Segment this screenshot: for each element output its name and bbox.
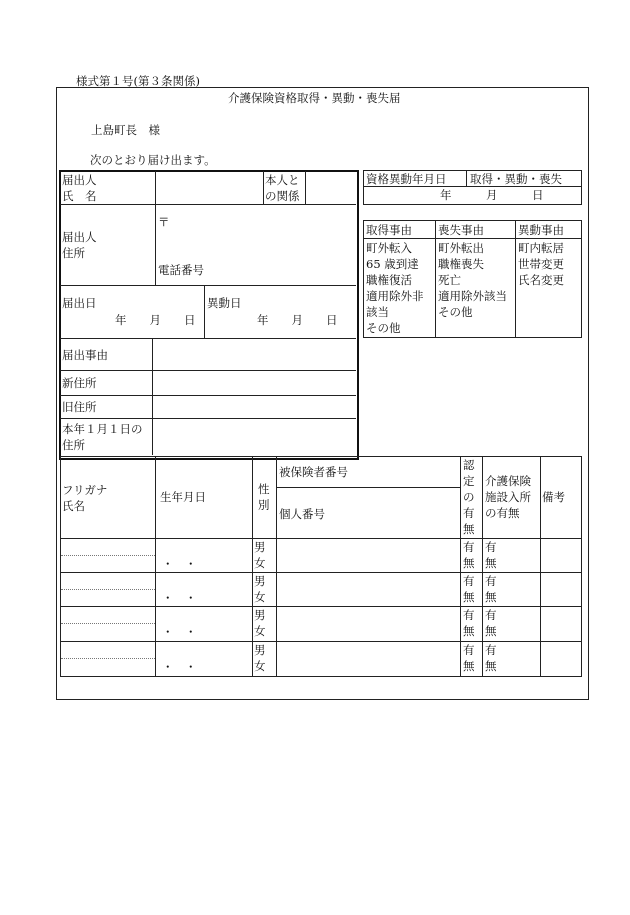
row-3-date: ・ ・ bbox=[162, 625, 197, 639]
row-4-facility: 有 無 bbox=[485, 643, 497, 673]
report-date-label: 届出日 bbox=[62, 296, 97, 310]
jan1-address-label: 本年１月１日の 住所 bbox=[62, 422, 143, 452]
loss-reason-header: 喪失事由 bbox=[438, 223, 484, 237]
birthdate-header: 生年月日 bbox=[160, 490, 206, 504]
row-2-facility: 有 無 bbox=[485, 574, 497, 604]
reason-label: 届出事由 bbox=[62, 348, 108, 362]
status-date-label: 資格異動年月日 bbox=[366, 172, 447, 186]
old-address-label: 旧住所 bbox=[62, 400, 97, 414]
form-title: 介護保険資格取得・異動・喪失届 bbox=[228, 91, 401, 105]
applicant-name-label: 届出人 氏 名 bbox=[62, 173, 97, 203]
row-4-cert: 有 無 bbox=[463, 643, 475, 673]
sex-header: 性 別 bbox=[258, 482, 270, 512]
report-date-format: 年 月 日 bbox=[115, 313, 196, 327]
row-1-sex: 男 女 bbox=[254, 540, 266, 570]
status-type-label: 取得・異動・喪失 bbox=[470, 172, 562, 186]
row-3-cert: 有 無 bbox=[463, 608, 475, 638]
change-reason-header: 異動事由 bbox=[518, 223, 564, 237]
form-number: 様式第１号(第３条関係) bbox=[76, 74, 200, 88]
applicant-address-label: 届出人 住所 bbox=[62, 230, 97, 260]
remarks-header: 備考 bbox=[542, 490, 565, 504]
phone-label: 電話番号 bbox=[158, 263, 204, 277]
insured-number-header: 被保険者番号 bbox=[279, 465, 348, 479]
status-date-format: 年 月 日 bbox=[440, 188, 544, 202]
row-4-sex: 男 女 bbox=[254, 643, 266, 673]
loss-reason-list: 町外転出 職権喪失 死亡 適用除外該当 その他 bbox=[438, 241, 507, 319]
acquisition-reason-list: 町外転入 65 歳到達 職権復活 適用除外非 該当 その他 bbox=[366, 241, 424, 335]
change-reason-list: 町内転居 世帯変更 氏名変更 bbox=[518, 241, 564, 287]
relation-label: 本人と の関係 bbox=[265, 173, 300, 203]
certification-header: 認 定 の 有 無 bbox=[463, 458, 475, 536]
row-1-date: ・ ・ bbox=[162, 557, 197, 571]
new-address-label: 新住所 bbox=[62, 376, 97, 390]
acquisition-reason-header: 取得事由 bbox=[366, 223, 412, 237]
personal-number-header: 個人番号 bbox=[279, 507, 325, 521]
change-date-format: 年 月 日 bbox=[257, 313, 338, 327]
row-3-facility: 有 無 bbox=[485, 608, 497, 638]
row-1-cert: 有 無 bbox=[463, 540, 475, 570]
row-4-date: ・ ・ bbox=[162, 660, 197, 674]
addressee: 上島町長 様 bbox=[91, 123, 160, 137]
row-2-cert: 有 無 bbox=[463, 574, 475, 604]
row-2-date: ・ ・ bbox=[162, 591, 197, 605]
intro-text: 次のとおり届け出ます。 bbox=[90, 153, 216, 167]
row-3-sex: 男 女 bbox=[254, 608, 266, 638]
facility-header: 介護保険 施設入所 の有無 bbox=[485, 474, 531, 520]
row-1-facility: 有 無 bbox=[485, 540, 497, 570]
change-date-label: 異動日 bbox=[207, 296, 242, 310]
furigana-name-header: フリガナ 氏名 bbox=[62, 483, 108, 513]
row-2-sex: 男 女 bbox=[254, 574, 266, 604]
postal-mark: 〒 bbox=[158, 215, 170, 229]
